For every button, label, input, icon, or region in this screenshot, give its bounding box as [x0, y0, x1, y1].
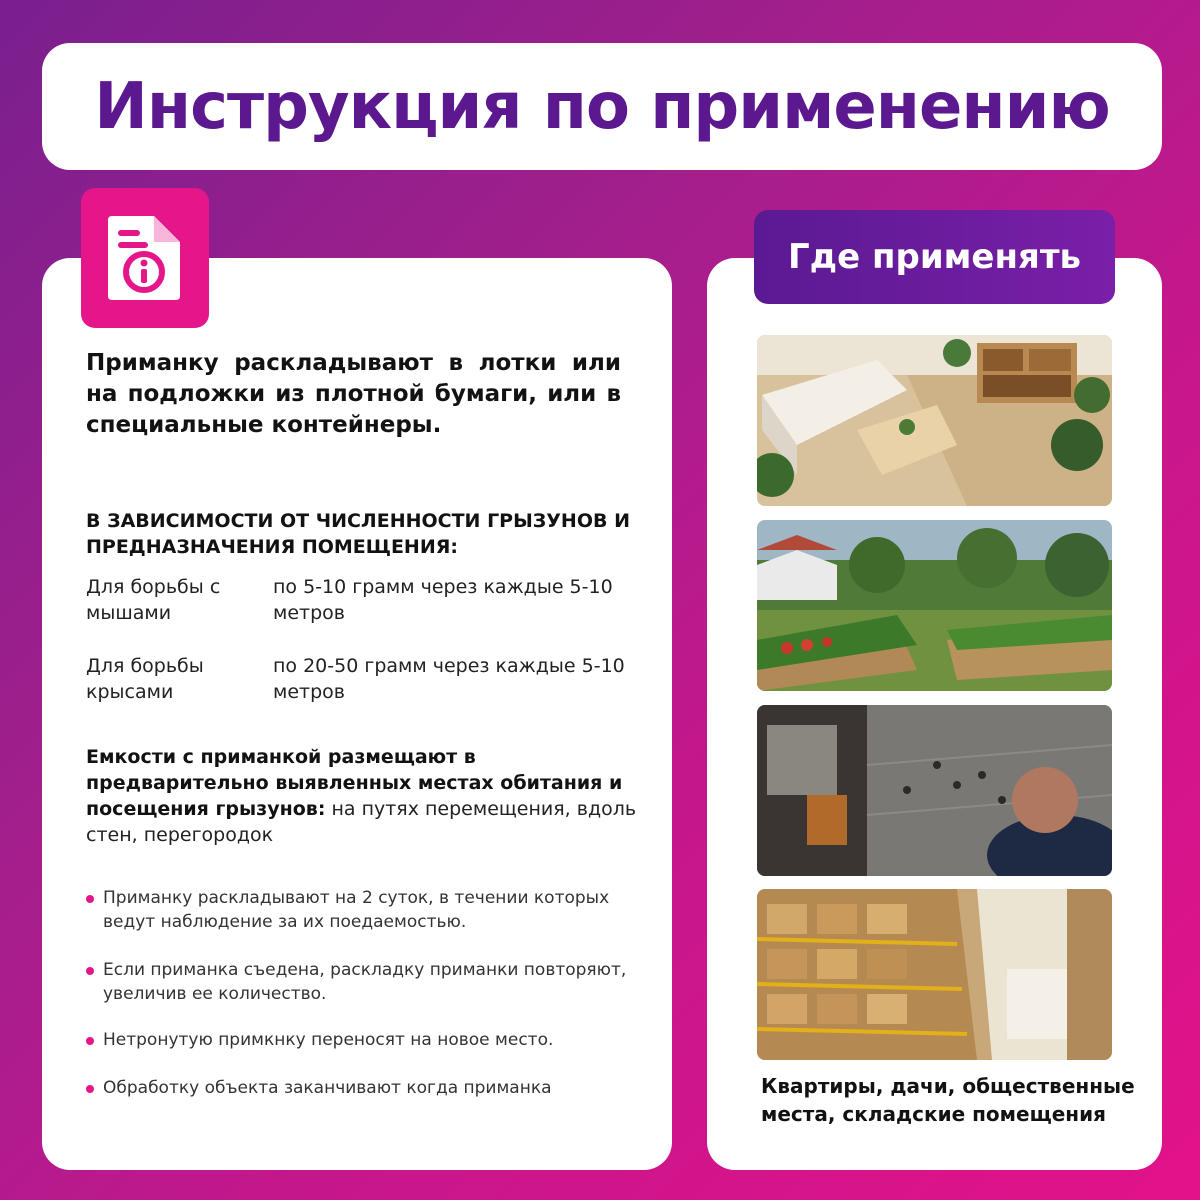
title-card	[42, 43, 1162, 170]
apartment-photo	[757, 335, 1112, 506]
pink-dot-icon	[86, 895, 94, 903]
pink-dot-icon	[86, 967, 94, 975]
warehouse-photo	[757, 889, 1112, 1060]
dosage-target: Для борьбы с мышами	[86, 576, 221, 624]
public-place-photo	[757, 705, 1112, 876]
placement-bold: Емкости с приманкой размещают в предварительно выявленных местах обитания и посещения грызунов:	[86, 746, 623, 820]
places-text: Квартиры, дачи, общественные места, складские помещения	[761, 1074, 1135, 1126]
dosage-heading: В ЗАВИСИМОСТИ ОТ ЧИСЛЕННОСТИ ГРЫЗУНОВ И ПРЕДНАЗНАЧЕНИЯ ПОМЕЩЕНИЯ:	[86, 510, 630, 558]
list-item: Нетронутую примкнку переносят на новое место.	[86, 1028, 656, 1052]
document-info-icon	[104, 212, 186, 304]
pink-dot-icon	[86, 1085, 94, 1093]
dosage-amount: по 20-50 грамм через каждые 5-10 метров	[273, 655, 625, 703]
dosage-target: Для борьбы крысами	[86, 655, 204, 703]
placement-rest: на путях перемещения, вдоль стен, перегородок	[86, 798, 637, 846]
placement-text	[86, 744, 646, 848]
page-title: Инструкция по применению	[94, 69, 1110, 144]
garden-photo	[757, 520, 1112, 691]
intro-text: Приманку раскладывают в лотки или на подложки из плотной бумаги, или в специальные контейнеры.	[86, 350, 621, 438]
where-heading: Где применять	[754, 210, 1115, 304]
pink-dot-icon	[86, 1037, 94, 1045]
list-item: Приманку раскладывают на 2 суток, в течении которых ведут наблюдение за их поедаемостью.	[86, 886, 656, 934]
dosage-amount: по 5-10 грамм через каждые 5-10 метров	[273, 576, 613, 624]
document-info-badge	[81, 188, 209, 328]
list-item: Если приманка съедена, раскладку приманки повторяют, увеличив ее количество.	[86, 958, 656, 1006]
list-item: Обработку объекта заканчивают когда приманка	[86, 1076, 656, 1100]
